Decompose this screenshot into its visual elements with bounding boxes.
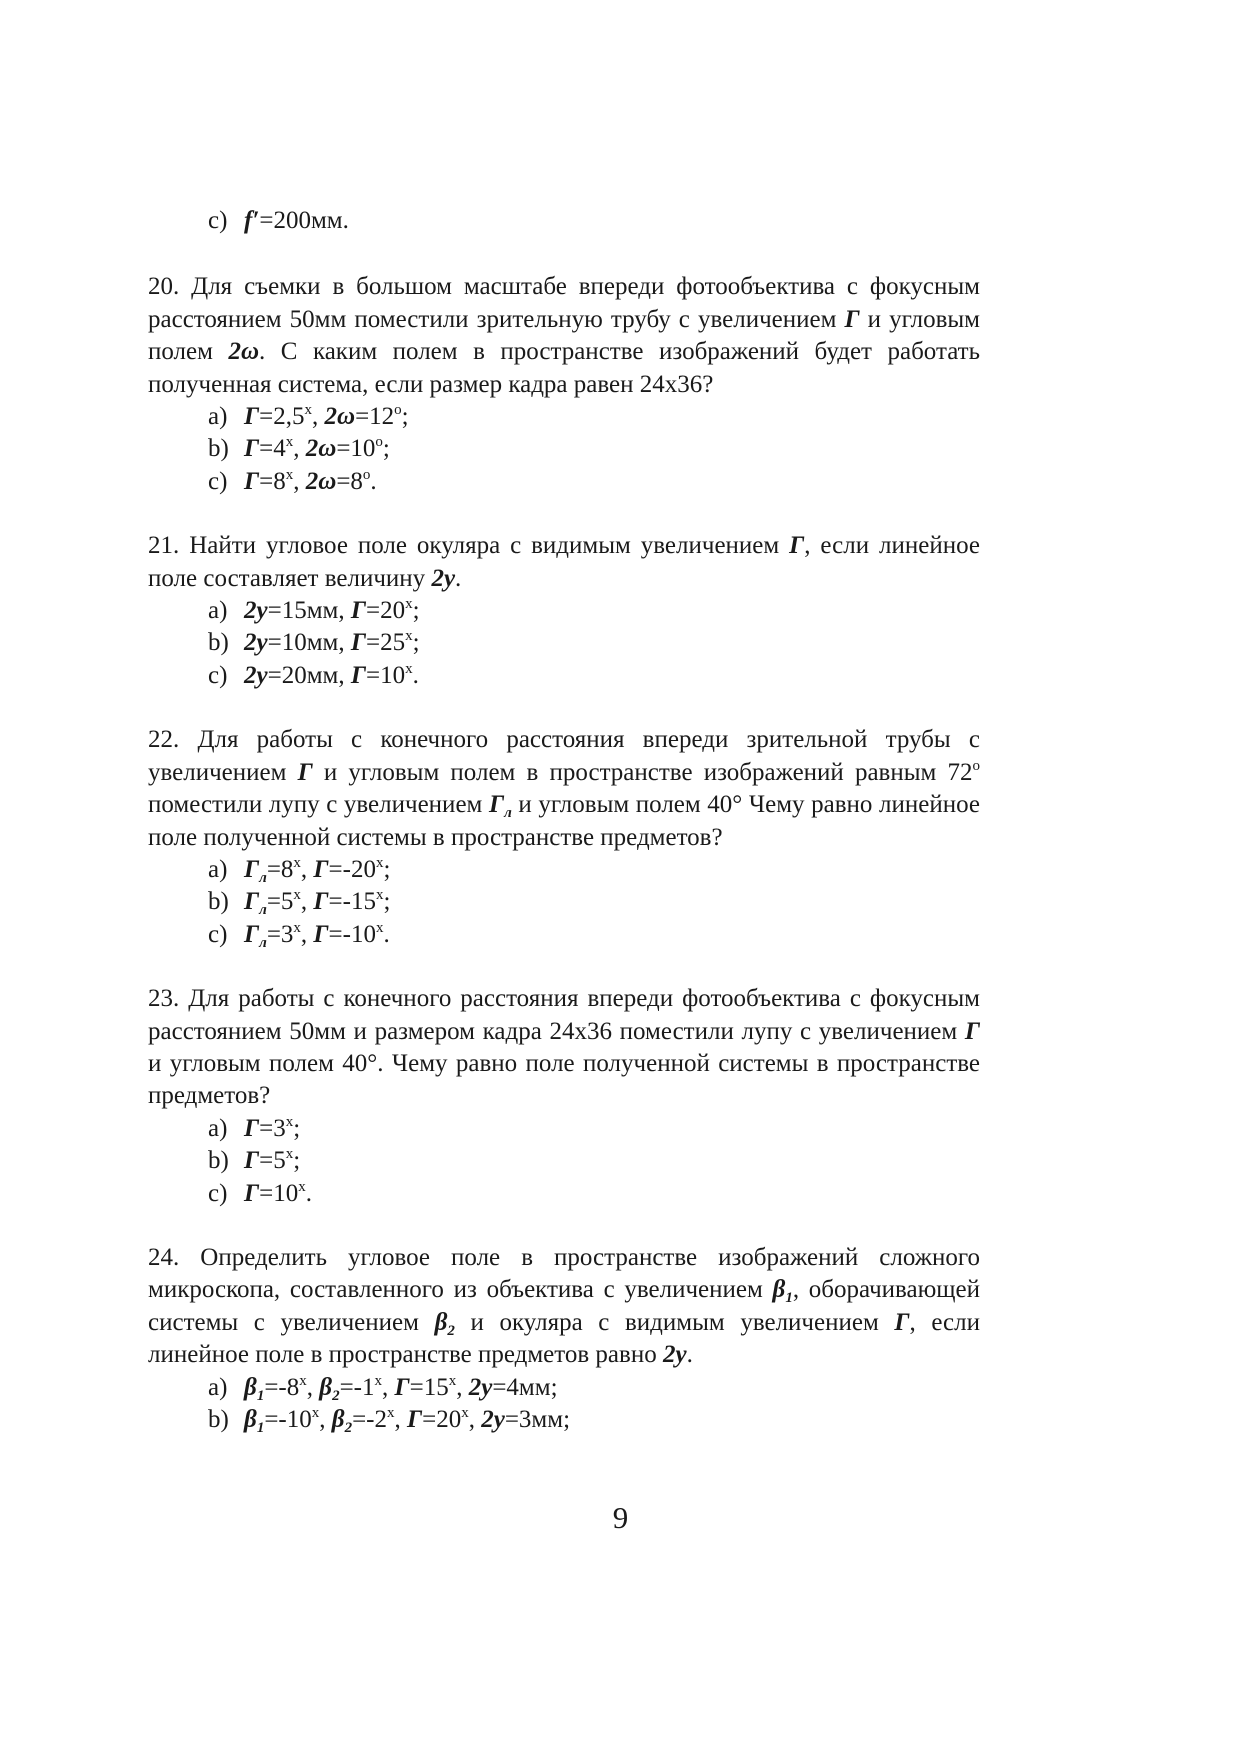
question-number: 21. — [148, 532, 190, 560]
question-block — [148, 271, 980, 498]
option-letter: b) — [208, 1406, 229, 1433]
option-text: $Г_л=3^x$, $Г=-10^x$. — [244, 919, 390, 951]
answer-options — [148, 1372, 980, 1437]
option-letter: c) — [208, 1179, 228, 1207]
option-text: $\beta_1=-10^x$, $\beta_2=-2^x$, $Г=20^x$, 2y=3мм; — [244, 1405, 571, 1436]
question-body: Для работы с конечного расстояния впереди зрительной трубы с увеличением Г и угловым полем в пространстве изображений равным 72$^o$ поместили лупу с увеличением $Г_л$ и угловым полем 40° Чему равно линейное поле полученной системы в пространстве предметов? — [148, 726, 980, 851]
answer-option — [208, 1404, 980, 1436]
question-text — [148, 724, 980, 854]
answer-option — [208, 401, 980, 433]
option-letter: b) — [208, 888, 229, 916]
answer-option — [208, 1113, 980, 1145]
option-text: $Г=4^x$, $2\omega=10^o$; — [244, 434, 390, 463]
option-letter: a) — [208, 1373, 228, 1401]
option-text: $Г=10^x$. — [244, 1178, 312, 1207]
answer-options — [148, 595, 980, 692]
answer-option — [208, 627, 980, 659]
option-letter: b) — [208, 629, 229, 657]
answer-option — [208, 433, 980, 465]
answer-option — [208, 466, 980, 498]
question-body: Для съемки в большом масштабе впереди фотообъектива с фокусным расстоянием 50мм поместили зрительную трубу с увеличением Г и угловым полем 2ω. С каким полем в пространстве изображений будет работать полученная система, если размер кадра равен 24x36? — [148, 273, 981, 398]
question-block — [148, 1242, 980, 1436]
option-text: $Г=2,5^x$, $2\omega=12^o$; — [244, 402, 409, 431]
option-text: 2y=10мм, $Г=25^x$; — [244, 628, 420, 657]
answer-option — [208, 595, 980, 627]
question-text — [148, 1242, 980, 1372]
question-number: 23. — [148, 985, 189, 1013]
answer-option — [208, 1372, 980, 1404]
answer-option — [208, 919, 980, 951]
option-text: $Г_л=5^x$, $Г=-15^x$; — [244, 887, 391, 919]
question-body: Определить угловое поле в пространстве изображений сложного микроскопа, составленного из объектива с увеличением $\beta_1$, оборачивающей системы с увеличением $\beta_2$ и окуляра с видимым увеличением Г, если линейное поле в пространстве предметов равно 2y. — [148, 1243, 981, 1369]
question-number: 24. — [148, 1243, 201, 1271]
option-text: $Г=5^x$; — [244, 1146, 301, 1175]
question-body: Для работы с конечного расстояния впереди фотообъектива с фокусным расстоянием 50мм и размером кадра 24x36 поместили лупу с увеличением Г и угловым полем 40°. Чему равно поле полученной системы в пространстве предметов? — [148, 985, 980, 1110]
option-letter: a) — [208, 597, 228, 625]
question-list — [148, 271, 980, 1436]
option-letter: c) — [208, 661, 228, 689]
option-letter: c) — [208, 467, 228, 495]
page-number: 9 — [612, 1500, 629, 1535]
continued-option — [148, 205, 980, 237]
question-block — [148, 724, 980, 951]
question-number: 22. — [148, 726, 198, 754]
answer-options — [148, 854, 980, 951]
answer-option — [208, 1178, 980, 1210]
question-block — [148, 530, 980, 692]
option-letter: b) — [208, 1147, 229, 1175]
option-letter: a) — [208, 1114, 228, 1142]
answer-option — [208, 854, 980, 886]
option-text: $Г=8^x$, $2\omega=8^o$. — [244, 466, 377, 495]
option-text: $Г=3^x$; — [244, 1113, 301, 1142]
option-text: 2y=15мм, $Г=20^x$; — [244, 596, 420, 625]
option-letter: b) — [208, 435, 229, 463]
answer-options — [148, 401, 980, 498]
answer-option — [208, 886, 980, 918]
option-text: f′=200мм. — [244, 207, 349, 234]
question-body: Найти угловое поле окуляра с видимым увеличением Г, если линейное поле составляет величину 2y. — [148, 532, 981, 592]
question-block — [148, 983, 980, 1210]
answer-option — [208, 660, 980, 692]
option-letter: c) — [208, 920, 228, 948]
question-number: 20. — [148, 273, 192, 301]
option-letter: c) — [208, 207, 228, 234]
answer-options — [148, 1113, 980, 1210]
option-text: 2y=20мм, $Г=10^x$. — [244, 660, 419, 689]
question-text — [148, 271, 980, 401]
question-text — [148, 530, 980, 595]
option-text: $Г_л=8^x$, $Г=-20^x$; — [244, 854, 391, 886]
question-text — [148, 983, 980, 1113]
option-letter: a) — [208, 403, 228, 431]
answer-option — [208, 1145, 980, 1177]
page-content — [148, 205, 980, 1468]
option-letter: a) — [208, 855, 228, 883]
option-text: $\beta_1=-8^x$, $\beta_2=-1^x$, $Г=15^x$, 2y=4мм; — [244, 1372, 558, 1404]
